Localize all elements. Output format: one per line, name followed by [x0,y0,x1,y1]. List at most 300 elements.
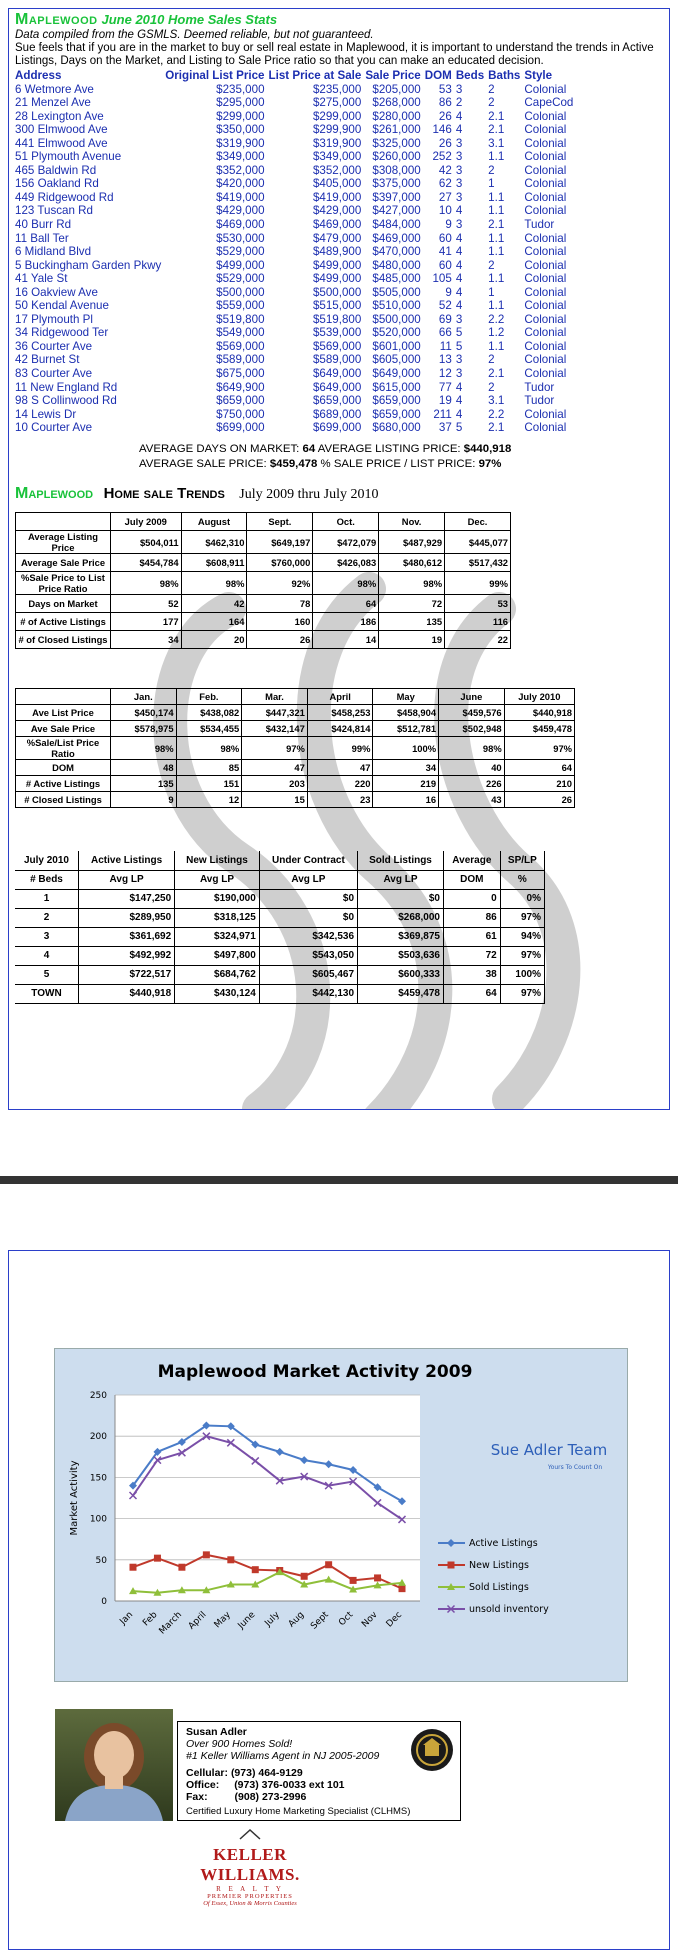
table-cell: 4 [455,245,463,259]
table-cell: $489,900 [312,245,362,259]
table-cell: $680,000 [372,421,421,435]
table-row [16,631,511,649]
page-separator [0,1176,678,1184]
table-cell: 3 [455,136,463,150]
agent-tagline-1: Over 900 Homes Sold! [186,1738,293,1750]
y-tick-label: 100 [89,1514,107,1525]
table-cell: 21 Menzel Ave [15,96,91,110]
table-cell: 97% [504,737,574,760]
table-cell: $350,000 [216,123,265,137]
table-cell: $280,000 [372,109,421,123]
table-row [13,245,575,259]
table-cell: $659,000 [312,394,362,408]
table-row [13,421,575,435]
agent-name: Susan Adler [186,1726,247,1738]
table-cell: Colonial [524,177,567,191]
table-cell: 4 [455,394,463,408]
table-cell: $659,000 [372,394,421,408]
table-row [15,927,545,946]
table-cell: 40 [439,760,505,776]
ratio-label: % SALE PRICE / LIST PRICE: [320,458,476,470]
row-label: 3 [15,927,78,946]
table-cell: $430,124 [175,984,260,1003]
page-1 [8,8,670,1110]
table-cell: 14 Lewis Dr [15,407,77,421]
table-cell: $458,904 [373,705,439,721]
table-cell: $503,636 [358,946,444,965]
table-cell: 12 [438,367,452,381]
legend-entry: Sold Listings [469,1582,529,1593]
table-cell: $447,321 [242,705,308,721]
table-cell: $675,000 [216,367,265,381]
table-cell: 42 Burnet St [15,353,80,367]
col-header: Jan. [111,689,177,705]
table-cell: 97% [500,946,544,965]
table-cell: 98 S Collinwood Rd [15,394,117,408]
table-cell: 62 [438,177,452,191]
table-cell: Colonial [524,299,567,313]
data-point [399,1585,406,1592]
table-cell: Colonial [524,258,567,272]
table-cell: $405,000 [312,177,362,191]
table-cell: 47 [242,760,308,776]
market-activity-chart [54,1348,628,1682]
table-cell: $352,000 [216,163,265,177]
table-cell: $505,000 [372,285,421,299]
table-cell: $529,000 [216,245,265,259]
table-row [16,792,575,808]
table-cell: $520,000 [372,326,421,340]
table-row [15,946,545,965]
table-row [13,272,575,286]
table-cell: 2 [488,258,495,272]
table-cell: $299,000 [312,109,362,123]
table-row [13,191,575,205]
table-cell: 78 [247,595,313,613]
y-tick-label: 150 [89,1473,107,1484]
table-row [13,259,575,273]
table-row [13,340,575,354]
row-label: # of Closed Listings [16,631,111,649]
table-cell: 99% [307,737,373,760]
table-cell: 83 Courter Ave [15,367,93,381]
table-cell: $462,310 [181,531,247,554]
table-cell: $480,000 [372,258,421,272]
table-cell: $438,082 [176,705,242,721]
table-cell: 2 [488,380,495,394]
table-cell: 300 Elmwood Ave [15,123,108,137]
table-cell: 1.1 [488,204,505,218]
col-header: SP/LP [500,851,544,870]
sales-col-header: DOM [424,69,452,82]
table-cell: 1.1 [488,272,505,286]
table-cell: $504,011 [111,531,182,554]
table-cell: $519,800 [312,312,362,326]
table-cell: 2.1 [488,218,505,232]
table-cell: Colonial [524,285,567,299]
report-header [15,11,277,29]
page-2 [8,1250,670,1950]
table-cell: $569,000 [312,339,362,353]
col-header: Feb. [176,689,242,705]
table-cell: 66 [438,326,452,340]
table-cell: 5 [455,339,463,353]
table-cell: $600,333 [358,965,444,984]
table-cell: 4 [455,258,463,272]
col-header: DOM [443,870,500,889]
table-cell: 11 New England Rd [15,380,118,394]
table-cell: 41 Yale St [15,272,68,286]
market-activity-chart-svg [55,1349,627,1681]
table-row [13,150,575,164]
table-cell: Colonial [524,82,567,96]
table-cell: $459,478 [504,721,574,737]
table-cell: 12 [176,792,242,808]
beds-table-header-1 [15,851,545,870]
table-cell: 42 [438,163,452,177]
brand-name: Maplewood [15,11,98,28]
table-cell: $235,000 [216,82,265,96]
table-cell: 160 [247,613,313,631]
table-row [13,204,575,218]
table-cell: 146 [432,123,452,137]
table-cell: 1.2 [488,326,505,340]
report-title: June 2010 Home Sales Stats [101,12,278,27]
row-label: Ave Sale Price [16,721,111,737]
table-cell: $750,000 [216,407,265,421]
table-cell: 105 [432,272,452,286]
table-cell: 52 [111,595,182,613]
table-cell: $479,000 [312,231,362,245]
table-cell: 4 [455,109,463,123]
data-point [325,1561,332,1568]
table-cell: 3.1 [488,394,505,408]
trends-title: Home sale Trends [103,485,225,502]
table-cell: 98% [181,572,247,595]
table-cell: 98% [176,737,242,760]
sales-col-header: Style [524,69,553,82]
table-cell: 64 [504,760,574,776]
col-header: Sold Listings [358,851,444,870]
table-cell: 98% [379,572,445,595]
table-cell: 226 [439,776,505,792]
y-tick-label: 200 [89,1432,107,1443]
sales-col-header: Address [15,69,62,82]
table-cell: 116 [445,613,511,631]
table-cell: $454,784 [111,554,182,572]
table-cell: 1.1 [488,150,505,164]
table-cell: $147,250 [78,889,174,908]
table-cell: 5 [455,421,463,435]
table-cell: $375,000 [372,177,421,191]
table-cell: 5 Buckingham Garden Pkwy [15,258,162,272]
table-cell: 3 [455,312,463,326]
table-cell: 219 [373,776,439,792]
table-cell: $519,800 [216,312,265,326]
table-cell: $440,918 [504,705,574,721]
agent-tagline-2: #1 Keller Williams Agent in NJ 2005-2009 [186,1750,380,1762]
table-cell: 85 [176,760,242,776]
table-cell: 60 [438,258,452,272]
table-cell: $649,900 [216,380,265,394]
row-label: Ave List Price [16,705,111,721]
table-cell: 22 [445,631,511,649]
table-cell: $268,000 [358,908,444,927]
table-cell: 98% [111,737,177,760]
legend-entry: New Listings [469,1560,529,1571]
table-cell: $324,971 [175,927,260,946]
table-cell: Colonial [524,367,567,381]
table-cell: 26 [504,792,574,808]
table-cell: Colonial [524,163,567,177]
table-cell: $578,975 [111,721,177,737]
table-cell: Colonial [524,231,567,245]
table-cell: 5 [455,326,463,340]
table-cell: 2.2 [488,312,505,326]
table-row [13,137,575,151]
agent-cell [186,1767,303,1779]
table-cell: 51 Plymouth Avenue [15,150,122,164]
table-row [13,232,575,246]
table-cell: $649,000 [372,367,421,381]
data-point [154,1555,161,1562]
table-cell: Colonial [524,339,567,353]
table-cell: $469,000 [216,218,265,232]
table-cell: $299,900 [312,123,362,137]
table-row [13,110,575,124]
table-cell: $512,781 [373,721,439,737]
table-cell: $484,000 [372,218,421,232]
table-cell: 252 [432,150,452,164]
table-cell: 48 [111,760,177,776]
table-row [13,408,575,422]
table-cell: Colonial [524,407,567,421]
table-cell: $299,000 [216,109,265,123]
table-cell: 2 [488,96,495,110]
table-cell: $429,000 [312,204,362,218]
table-row [13,326,575,340]
cell-number[interactable]: (973) 464-9129 [230,1767,303,1779]
row-label: DOM [16,760,111,776]
table-cell: $649,000 [312,367,362,381]
col-header: August [181,513,247,531]
trends-header [15,485,378,503]
col-header: # Beds [15,870,78,889]
table-cell: $589,000 [312,353,362,367]
table-row [16,721,575,737]
table-row [16,705,575,721]
table-row [13,96,575,110]
table-row [15,889,545,908]
table-cell: $689,000 [312,407,362,421]
col-header: Nov. [379,513,445,531]
kw-house-icon [238,1828,262,1840]
table-cell: $289,950 [78,908,174,927]
table-cell: 92% [247,572,313,595]
y-axis-label: Market Activity [69,1460,80,1536]
avg-dom-value: 64 [302,443,316,455]
watermark-logo-icon [89,569,649,1110]
table-cell: $684,762 [175,965,260,984]
table-cell: 98% [439,737,505,760]
table-cell: $432,147 [242,721,308,737]
row-label: 5 [15,965,78,984]
table-cell: 151 [176,776,242,792]
agent-card [55,1709,461,1907]
table-cell: 6 Wetmore Ave [15,82,94,96]
agent-certification: Certified Luxury Home Marketing Specialist (CLHMS) [186,1806,411,1817]
avg-list-label: AVERAGE LISTING PRICE: [317,443,461,455]
table-cell: $308,000 [372,163,421,177]
table-cell: $569,000 [216,339,265,353]
table-cell: $699,000 [216,421,265,435]
table-cell: 52 [438,299,452,313]
table-cell: $325,000 [372,136,421,150]
table-cell: 53 [438,82,452,96]
intro-text [15,29,665,68]
trends-table-2009 [15,512,511,649]
table-cell: 64 [313,595,379,613]
table-cell: 36 Courter Ave [15,339,93,353]
table-cell: 34 Ridgewood Ter [15,326,109,340]
data-point [227,1556,234,1563]
table-cell: 1.1 [488,231,505,245]
table-cell: $499,000 [312,258,362,272]
x-tick-label: May [212,1610,233,1631]
table-cell: $0 [358,889,444,908]
table-cell: Tudor [524,380,555,394]
agent-photo [55,1709,173,1821]
table-cell: $235,000 [312,82,362,96]
table-cell: $502,948 [439,721,505,737]
sales-col-header: List Price at Sale [268,69,362,82]
table-cell: 34 [111,631,182,649]
agent-fax [186,1791,306,1803]
table-cell: 1 [488,285,495,299]
table-cell: 94% [500,927,544,946]
legend-entry: Active Listings [469,1538,538,1549]
table-cell: Colonial [524,109,567,123]
table-cell: $397,000 [372,190,421,204]
table-cell: $608,911 [181,554,247,572]
table-cell: 135 [379,613,445,631]
table-cell: $0 [259,908,357,927]
col-header: May [373,689,439,705]
table-cell: 220 [307,776,373,792]
table-cell: $499,000 [216,258,265,272]
x-tick-label: Dec [384,1610,405,1630]
table-cell: $543,050 [259,946,357,965]
table-cell: $487,929 [379,531,445,554]
table-cell: 164 [181,613,247,631]
table-cell: $500,000 [216,285,265,299]
table-cell: 72 [379,595,445,613]
brokerage-counties: Of Essex, Union & Morris Counties [203,1900,297,1907]
table-cell: 2 [488,353,495,367]
table-cell: $420,000 [216,177,265,191]
table-cell: Colonial [524,204,567,218]
row-label: Average Sale Price [16,554,111,572]
table-cell: $499,000 [312,272,362,286]
table-cell: $458,253 [307,705,373,721]
table-cell: $649,000 [312,380,362,394]
row-label: %Sale Price to List Price Ratio [16,572,111,595]
table-cell: $450,174 [111,705,177,721]
table-row [16,554,511,572]
table-cell: 100% [373,737,439,760]
office-number[interactable]: (973) 376-0033 ext 101 [234,1779,345,1791]
table-row [16,613,511,631]
beds-table [15,851,545,1004]
col-header: Sept. [247,513,313,531]
x-tick-label: Nov [360,1610,380,1630]
table-cell: $427,000 [372,204,421,218]
table-cell: 3 [455,218,463,232]
table-cell: 2 [488,163,495,177]
table-cell: 64 [443,984,500,1003]
table-cell: 19 [438,394,452,408]
table-cell: $349,000 [312,150,362,164]
table-cell: $419,000 [216,190,265,204]
x-tick-label: March [157,1610,185,1637]
x-tick-label: Oct [337,1610,356,1629]
table-cell: 123 Tuscan Rd [15,204,93,218]
row-label: %Sale/List Price Ratio [16,737,111,760]
table-cell: $515,000 [312,299,362,313]
sales-col-header: Sale Price [365,69,421,82]
source-note: Data compiled from the GSMLS. Deemed reliable, but not guaranteed. [15,29,374,41]
x-tick-label: Jan [118,1610,136,1627]
summary-line-2 [139,458,501,470]
table-cell: 10 [438,204,452,218]
table-cell: $361,692 [78,927,174,946]
table-cell: 23 [307,792,373,808]
row-label: TOWN [15,984,78,1003]
table-cell: $615,000 [372,380,421,394]
brokerage-name: KELLER WILLIAMS. [200,1845,300,1884]
table-cell: $205,000 [372,82,421,96]
col-header: Dec. [445,513,511,531]
sales-col-header: Beds [455,69,485,82]
trends-range: July 2009 thru July 2010 [239,487,379,502]
col-header: June [439,689,505,705]
table-cell: $605,467 [259,965,357,984]
table-cell: $352,000 [312,163,362,177]
table-cell: 97% [242,737,308,760]
table-cell: 3.1 [488,136,505,150]
table-cell: 61 [443,927,500,946]
table-cell: 156 Oakland Rd [15,177,99,191]
row-label: 4 [15,946,78,965]
table-cell: 15 [242,792,308,808]
sales-table-header [13,69,575,83]
avg-dom-label: AVERAGE DAYS ON MARKET: [139,443,300,455]
table-cell: 1.1 [488,339,505,353]
col-header: % [500,870,544,889]
legend-entry: unsold inventory [469,1604,549,1615]
table-cell: 2.1 [488,109,505,123]
x-tick-label: Aug [286,1610,307,1630]
data-point [448,1562,455,1569]
agent-info [177,1721,461,1821]
x-tick-label: April [186,1610,209,1632]
col-header: July 2010 [15,851,78,870]
table-cell: 186 [313,613,379,631]
ratio-value: 97% [478,458,502,470]
trends-brand: Maplewood [15,485,94,502]
table-cell: $426,083 [313,554,379,572]
table-row [16,531,511,554]
